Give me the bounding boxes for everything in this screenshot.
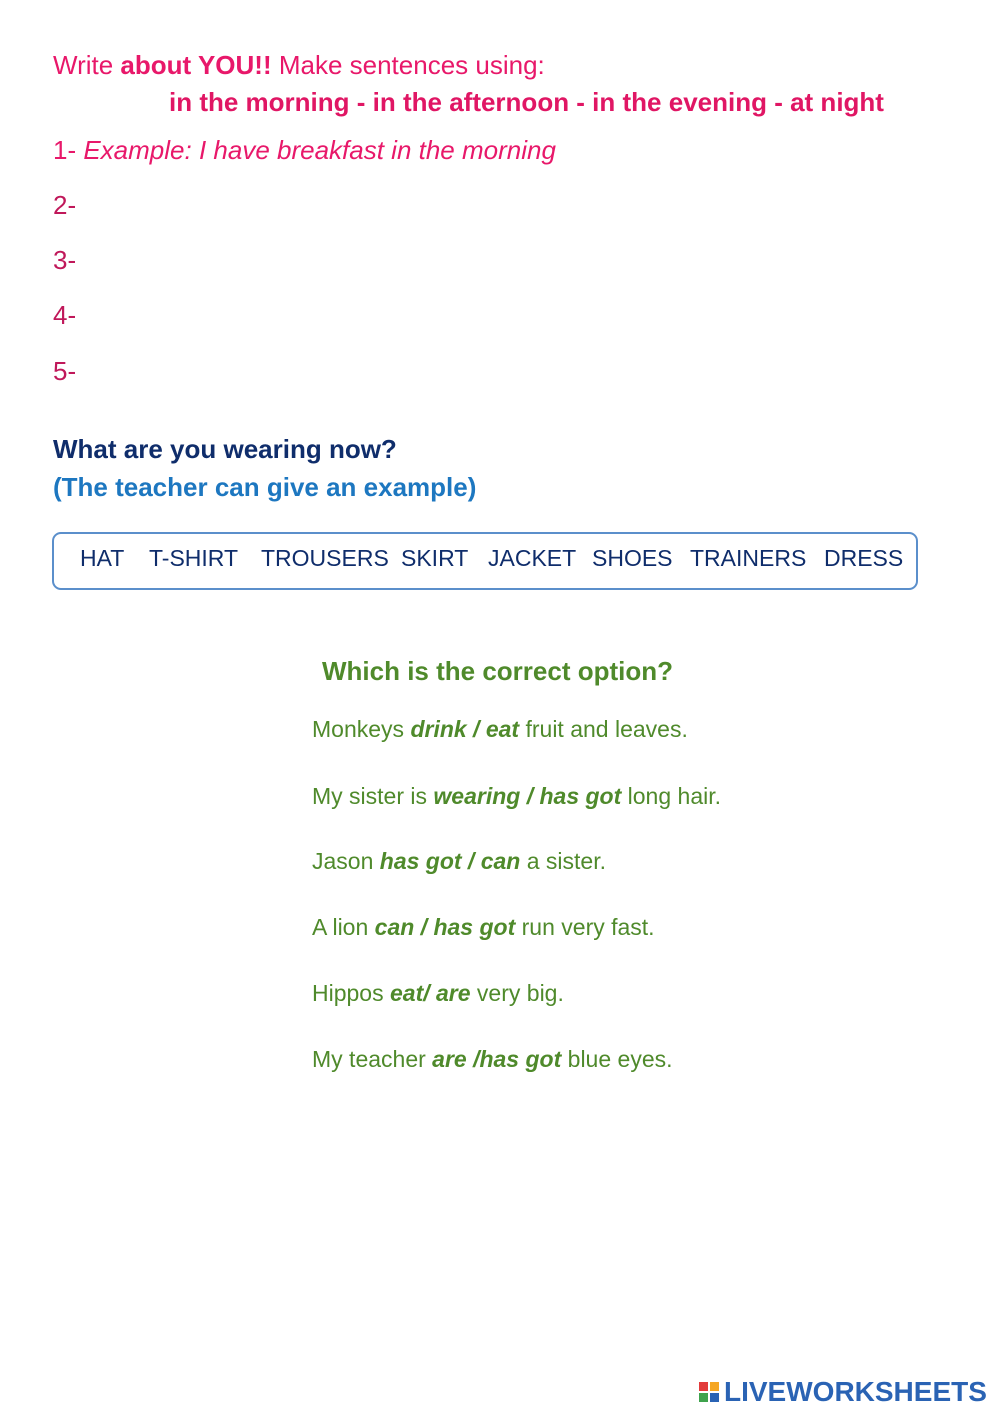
- sentence-text: run very fast.: [515, 914, 655, 940]
- option-choice[interactable]: has got / can: [379, 848, 521, 874]
- option-choice[interactable]: can / has got: [374, 914, 516, 940]
- sentence-text: Jason: [312, 848, 380, 874]
- example-text: Example: I have breakfast in the morning: [83, 135, 556, 165]
- sentence-2: [312, 783, 721, 810]
- liveworksheets-logo-text[interactable]: LIVEWORKSHEETS: [724, 1376, 987, 1407]
- logo-square-orange: [710, 1382, 719, 1391]
- answer-line-2[interactable]: 2-: [53, 190, 77, 220]
- sentence-text: Monkeys: [312, 716, 411, 742]
- sentence-text: very big.: [470, 980, 564, 1006]
- logo-square-red: [699, 1382, 708, 1391]
- sentence-text: blue eyes.: [561, 1046, 673, 1072]
- sentence-3: [312, 848, 606, 875]
- answer-line-3[interactable]: 3-: [53, 245, 77, 275]
- word-trainers: TRAINERS: [690, 545, 807, 571]
- example-line: [53, 135, 556, 166]
- word-jacket: JACKET: [488, 545, 577, 571]
- sentence-4: [312, 914, 655, 941]
- sentence-text: Hippos: [312, 980, 390, 1006]
- word-shoes: SHOES: [592, 545, 673, 571]
- sentence-1: [312, 716, 688, 743]
- answer-line-5[interactable]: 5-: [53, 356, 77, 386]
- word-trousers: TROUSERS: [261, 545, 389, 571]
- sentence-6: [312, 1046, 673, 1073]
- sentence-text: a sister.: [520, 848, 607, 874]
- correct-option-title: Which is the correct option?: [322, 656, 674, 686]
- answer-line-4[interactable]: 4-: [53, 300, 77, 330]
- sentence-text: My teacher: [312, 1046, 433, 1072]
- option-choice[interactable]: are /has got: [432, 1046, 562, 1072]
- wearing-subtitle: (The teacher can give an example): [53, 472, 477, 502]
- sentence-text: fruit and leaves.: [519, 716, 688, 742]
- sentence-text: A lion: [312, 914, 375, 940]
- sentence-5: [312, 980, 564, 1007]
- instruction-bold: about YOU!!: [120, 50, 272, 80]
- instruction-line: [53, 50, 545, 81]
- sentence-text: long hair.: [621, 783, 722, 809]
- wearing-question: What are you wearing now?: [53, 434, 397, 464]
- word-hat: HAT: [80, 545, 125, 571]
- logo-square-blue: [710, 1393, 719, 1402]
- word-dress: DRESS: [824, 545, 904, 571]
- option-choice[interactable]: drink / eat: [410, 716, 520, 742]
- option-choice[interactable]: eat/ are: [389, 980, 471, 1006]
- example-number: 1-: [53, 135, 84, 165]
- instruction-pre: Write: [53, 50, 121, 80]
- word-t-shirt: T-SHIRT: [149, 545, 239, 571]
- instruction-post: Make sentences using:: [271, 50, 545, 80]
- time-phrases: in the morning - in the afternoon - in the evening - at night: [169, 87, 884, 117]
- option-choice[interactable]: wearing / has got: [433, 783, 622, 809]
- sentence-text: My sister is: [312, 783, 434, 809]
- logo-square-green: [699, 1393, 708, 1402]
- word-skirt: SKIRT: [401, 545, 469, 571]
